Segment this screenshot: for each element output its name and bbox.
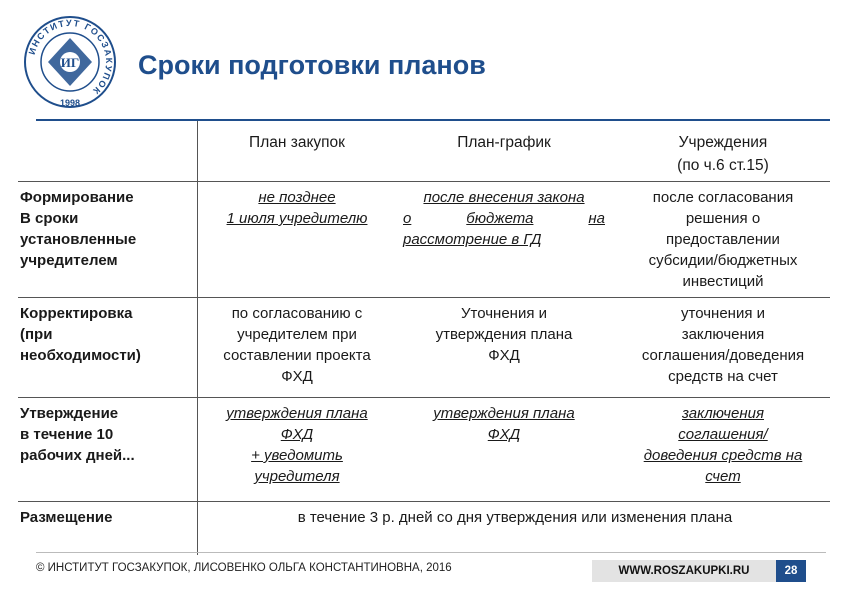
svg-text:ИГ: ИГ [60, 55, 80, 70]
cell-line: соглашения/ [678, 426, 768, 443]
cell-line: субсидии/бюджетных [648, 252, 798, 269]
table-row-divider [18, 397, 830, 398]
cell-line: учредителем при [237, 326, 357, 343]
page-number: 28 [776, 560, 806, 582]
cell-line: после внесения закона [423, 189, 585, 206]
row-label-line: Размещение [20, 509, 113, 526]
cell-line: утверждения плана [226, 405, 368, 422]
row-label-formirovanie [20, 187, 192, 271]
cell-line: средств на счет [668, 368, 778, 385]
header-plan-grafik: План-график [457, 134, 551, 151]
footer-copyright: © ИНСТИТУТ ГОСЗАКУПОК, ЛИСОВЕНКО ОЛЬГА КОНСТАНТИНОВНА, 2016 [36, 562, 452, 574]
cell-line: заключения [681, 326, 765, 343]
row-label-line: в течение 10 [20, 426, 114, 443]
cell-line: после согласования [652, 189, 794, 206]
cell-line: ФХД [488, 347, 520, 364]
cell-word: на [588, 210, 605, 227]
cell-korrektirovka-plan-grafik [403, 303, 605, 366]
cell-formirovanie-uchrezhdeniya [620, 187, 826, 292]
cell-line: составлении проекта [223, 347, 371, 364]
row-label-line: необходимости) [20, 347, 141, 364]
cell-line: утверждения плана [433, 405, 575, 422]
cell-line: по согласованию с [231, 305, 363, 322]
cell-line: рассмотрение в ГД [403, 231, 542, 248]
row-label-line: установленные [20, 231, 137, 248]
cell-word: о [403, 210, 412, 227]
cell-line: ФХД [487, 426, 521, 443]
page-title: Сроки подготовки планов [138, 50, 486, 80]
institute-logo [22, 14, 118, 110]
row-label-razmeschenie [20, 507, 192, 528]
cell-line: 1 июля учредителю [226, 210, 368, 227]
cell-line: соглашения/доведения [641, 347, 805, 364]
cell-formirovanie-plan-grafik [403, 187, 605, 250]
cell-line: Уточнения и [460, 305, 547, 322]
cell-line: ФХД [281, 368, 313, 385]
cell-razmeschenie-span: в течение 3 р. дней со дня утверждения или изменения плана [297, 509, 733, 526]
cell-line: доведения средств на [643, 447, 803, 464]
row-label-korrektirovka [20, 303, 192, 366]
cell-line: + уведомить [251, 447, 343, 464]
row-label-line: Утверждение [20, 405, 119, 422]
header-uchrezhdeniya-line2: (по ч.6 ст.15) [677, 157, 769, 174]
logo-ring-text: ИНСТИТУТ ГОСЗАКУПОК [26, 17, 115, 97]
cell-line: не позднее [258, 189, 336, 206]
table-vertical-divider [197, 121, 198, 555]
header-uchrezhdeniya [620, 131, 826, 177]
cell-line: предоставлении [666, 231, 780, 248]
row-label-line: Корректировка [20, 305, 133, 322]
cell-line: ФХД [280, 426, 314, 443]
row-label-line: Формирование [20, 189, 134, 206]
cell-korrektirovka-plan-zakupok [204, 303, 390, 387]
cell-utverzhdenie-uchrezhdeniya [620, 403, 826, 487]
table-row-divider [18, 501, 830, 502]
cell-utverzhdenie-plan-zakupok [204, 403, 390, 487]
cell-line: утверждения плана [435, 326, 573, 343]
cell-line: инвестиций [682, 273, 764, 290]
logo-year: 1998 [59, 98, 81, 108]
cell-line [403, 208, 605, 229]
row-label-line: В сроки [20, 210, 79, 227]
cell-korrektirovka-uchrezhdeniya [620, 303, 826, 387]
cell-utverzhdenie-plan-grafik [403, 403, 605, 445]
cell-line: счет [705, 468, 741, 485]
cell-line: уточнения и [681, 305, 765, 322]
header-plan-zakupok: План закупок [249, 134, 345, 151]
row-label-utverzhdenie [20, 403, 192, 466]
row-label-line: (при [20, 326, 53, 343]
row-label-line: рабочих дней... [20, 447, 135, 464]
cell-line: учредителя [254, 468, 340, 485]
cell-line: заключения [681, 405, 764, 422]
table-row-divider [18, 181, 830, 182]
title-divider [36, 119, 830, 121]
cell-formirovanie-plan-zakupok [204, 187, 390, 229]
table-row-divider [18, 297, 830, 298]
footer-divider [36, 552, 826, 553]
header-uchrezhdeniya-line1: Учреждения [678, 134, 768, 151]
row-label-line: учредителем [20, 252, 118, 269]
footer-site-link[interactable]: WWW.ROSZAKUPKI.RU [592, 560, 776, 582]
cell-line: решения о [685, 210, 761, 227]
cell-word: бюджета [466, 210, 534, 227]
